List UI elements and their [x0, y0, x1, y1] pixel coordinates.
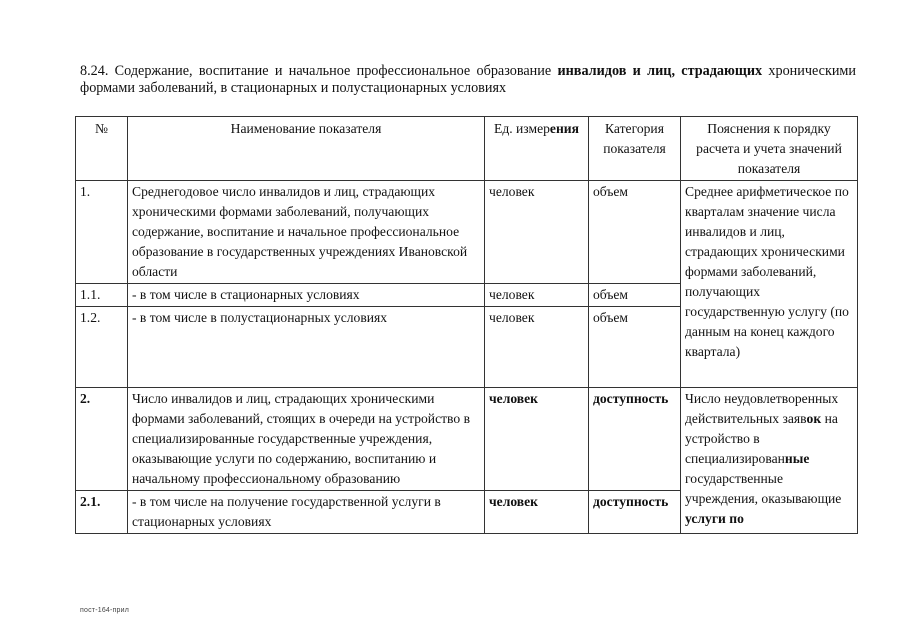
- expl2-bold2: ные: [784, 451, 810, 466]
- row-explanation: Среднее арифметическое по кварталам значение числа инвалидов и лиц, страдающих хроническими формами заболеваний, получающих государственную услугу (по данным на конец каждого квартала): [681, 181, 858, 388]
- header-explanation: Пояснения к порядку расчета и учета значений показателя: [681, 117, 858, 181]
- header-category: Категория показателя: [589, 117, 681, 181]
- row-category: объем: [589, 307, 681, 388]
- header-unit-bold: ения: [549, 121, 579, 136]
- row-explanation: [681, 388, 858, 534]
- expl2-bold3: услуги по: [685, 511, 744, 526]
- heading-bold: инвалидов и лиц, страдающих: [557, 63, 763, 79]
- row-num: 2.: [76, 388, 128, 491]
- row-category: объем: [589, 181, 681, 284]
- expl2-mid: на устройство в специализирован: [685, 411, 838, 466]
- expl2-prefix: Число неудовлетворенных действительных заяв: [685, 391, 839, 426]
- row-category: доступность: [589, 491, 681, 534]
- row-category: доступность: [589, 388, 681, 491]
- table-header-row: [76, 117, 858, 181]
- row-num: 2.1.: [76, 491, 128, 534]
- header-unit: [485, 117, 589, 181]
- indicator-table: [75, 116, 858, 534]
- row-unit: человек: [485, 388, 589, 491]
- row-unit: человек: [485, 181, 589, 284]
- row-name: - в том числе в полустационарных условиях: [128, 307, 485, 388]
- row-num: 1.: [76, 181, 128, 284]
- expl2-suffix: государственные учреждения, оказывающие: [685, 471, 842, 506]
- row-name: Среднегодовое число инвалидов и лиц, страдающих хроническими формами заболеваний, получающих содержание, воспитание и начальное профессиональное образование в государственных учреждениях Ивановской области: [128, 181, 485, 284]
- row-name: Число инвалидов и лиц, страдающих хроническими формами заболеваний, стоящих в очереди на устройство в специализированные государственные учреждения, оказывающие услуги по содержанию, воспитанию и начальному профессиональному образованию: [128, 388, 485, 491]
- row-category: объем: [589, 284, 681, 307]
- row-name: - в том числе на получение государственной услуги в стационарных условиях: [128, 491, 485, 534]
- header-num: №: [76, 117, 128, 181]
- table-row: [76, 181, 858, 284]
- footer-filename: пост-164-прил: [80, 607, 130, 614]
- row-num: 1.1.: [76, 284, 128, 307]
- table-row: [76, 388, 858, 491]
- row-num: 1.2.: [76, 307, 128, 388]
- row-unit: человек: [485, 284, 589, 307]
- expl2-bold1: ок: [806, 411, 822, 426]
- row-unit: человек: [485, 491, 589, 534]
- row-name: - в том числе в стационарных условиях: [128, 284, 485, 307]
- section-heading: [80, 63, 856, 97]
- row-unit: человек: [485, 307, 589, 388]
- heading-prefix: 8.24. Содержание, воспитание и начальное профессиональное образование: [80, 63, 558, 79]
- header-name: Наименование показателя: [128, 117, 485, 181]
- header-unit-prefix: Ед. измер: [494, 121, 550, 136]
- heading-suffix: хроническими формами заболеваний, в стационарных и полустационарных условиях: [80, 63, 856, 96]
